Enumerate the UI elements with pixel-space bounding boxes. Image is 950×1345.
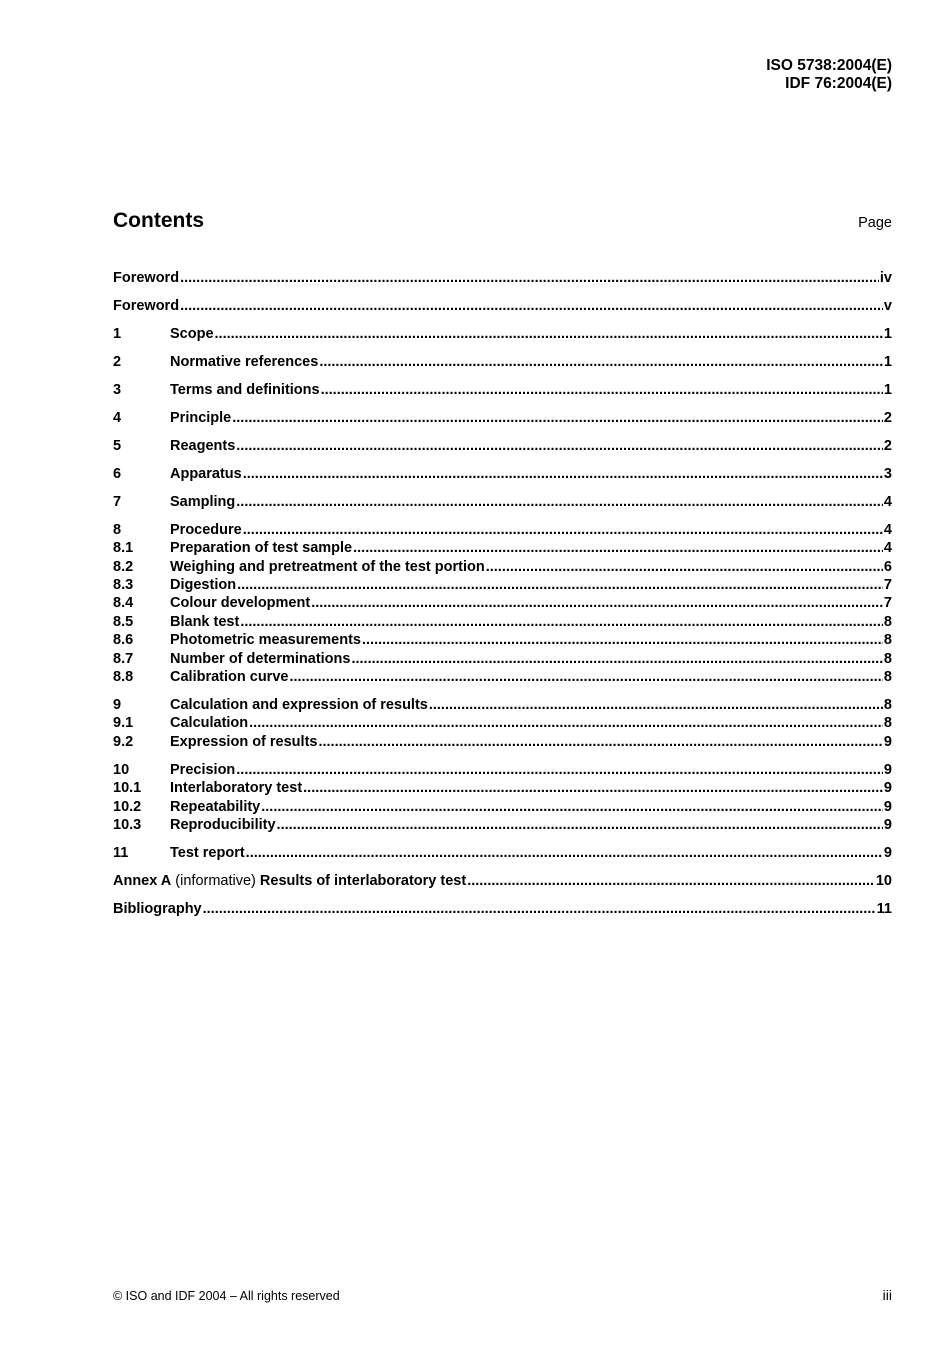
toc-entry[interactable] (113, 409, 892, 427)
dot-leader (261, 798, 883, 816)
toc-group (113, 465, 892, 483)
toc-entry[interactable] (113, 816, 892, 834)
toc-group (113, 409, 892, 427)
dot-leader (353, 539, 883, 557)
toc-entry-title-group (170, 437, 235, 455)
toc-entry-number: 7 (113, 493, 122, 510)
toc-entry-number: 4 (113, 409, 122, 426)
toc-entry-title-group (170, 696, 428, 714)
toc-entry-page: 8 (883, 632, 892, 649)
dot-leader (319, 353, 883, 371)
dot-leader (249, 714, 883, 732)
toc-entry-page: 10 (875, 872, 892, 889)
dot-leader (180, 269, 879, 287)
toc-entry-number: 8 (113, 521, 122, 538)
toc-entry[interactable] (113, 613, 892, 631)
toc-entry-page: 9 (883, 780, 892, 797)
page-number: iii (882, 1287, 892, 1303)
dot-leader (236, 437, 883, 455)
dot-leader (237, 576, 883, 594)
toc-entry-number: 10 (113, 761, 130, 778)
toc-entry[interactable] (113, 733, 892, 751)
toc-entry-page: 1 (883, 381, 892, 398)
toc-entry[interactable] (113, 696, 892, 714)
toc-entry-number: 8.6 (113, 632, 134, 649)
toc-entry-title: Precision (170, 761, 236, 778)
toc-entry[interactable] (113, 631, 892, 649)
toc-entry-page: 7 (883, 595, 892, 612)
dot-leader (232, 409, 883, 427)
toc-entry-title-group (170, 714, 248, 732)
toc-entry-title-group (170, 779, 302, 797)
toc-entry-title-group (170, 844, 245, 862)
toc-entry-page: 9 (883, 816, 892, 833)
toc-group (113, 325, 892, 343)
toc-entry[interactable] (113, 325, 892, 343)
toc-entry-title-group (113, 900, 202, 918)
toc-entry[interactable] (113, 437, 892, 455)
toc-entry-page: 8 (883, 668, 892, 685)
toc-entry-title: Blank test (170, 613, 240, 630)
toc-entry-number: 10.3 (113, 816, 142, 833)
toc-entry-number: 1 (113, 325, 122, 342)
toc-group (113, 900, 892, 918)
toc-entry-page: 2 (883, 437, 892, 454)
toc-entry-title: Interlaboratory test (170, 780, 303, 797)
toc-entry-title: Colour development (170, 595, 311, 612)
toc-entry-title: Photometric measurements (170, 632, 361, 649)
toc-entry-title-group (170, 465, 242, 483)
toc-entry-page: 9 (883, 798, 892, 815)
dot-leader (318, 733, 882, 751)
toc-group (113, 353, 892, 371)
toc-entry-title: Digestion (170, 577, 237, 594)
toc-entry[interactable] (113, 844, 892, 862)
toc-entry-title: Terms and definitions (170, 381, 320, 398)
toc-entry-number: 10.2 (113, 798, 142, 815)
dot-leader (236, 493, 883, 511)
dot-leader (203, 900, 876, 918)
toc-group (113, 521, 892, 687)
toc-group (113, 872, 892, 890)
toc-entry-title-group (113, 297, 179, 315)
toc-entry-page: 1 (883, 353, 892, 370)
toc-entry-title-group (113, 269, 179, 287)
toc-entry-title-group (170, 733, 317, 751)
toc-entry-page: 2 (883, 409, 892, 426)
toc-entry-title: Expression of results (170, 733, 318, 750)
toc-entry-title-group (170, 493, 235, 511)
dot-leader (467, 872, 875, 890)
toc-entry-number: 2 (113, 353, 122, 370)
toc-entry-page: 11 (876, 900, 892, 917)
dot-leader (243, 521, 883, 539)
table-of-contents (113, 269, 892, 928)
toc-entry-number: 9.2 (113, 733, 134, 750)
toc-entry-page: 8 (883, 650, 892, 667)
toc-entry-page: 8 (883, 696, 892, 713)
toc-entry[interactable] (113, 668, 892, 686)
toc-entry-title-group (170, 409, 231, 427)
toc-entry[interactable] (113, 714, 892, 732)
toc-entry-page: 9 (883, 733, 892, 750)
toc-entry-title: Repeatability (170, 798, 261, 815)
dot-leader (240, 613, 883, 631)
toc-entry[interactable] (113, 521, 892, 539)
toc-entry-page: 4 (883, 540, 892, 557)
toc-entry-title: Preparation of test sample (170, 540, 353, 557)
standard-number-idf: IDF 76:2004(E) (785, 75, 892, 92)
toc-entry[interactable] (113, 465, 892, 483)
toc-entry-number: 8.3 (113, 577, 134, 594)
dot-leader (362, 631, 883, 649)
toc-entry-page: 6 (883, 558, 892, 575)
toc-entry-title: Reproducibility (170, 816, 276, 833)
toc-entry-title: Number of determinations (170, 650, 351, 667)
toc-entry-title-group (170, 668, 288, 686)
toc-entry-title-group (170, 594, 310, 612)
toc-entry-title: Foreword (113, 269, 180, 286)
toc-entry-number: 9 (113, 696, 122, 713)
dot-leader (246, 844, 883, 862)
toc-entry-page: v (883, 297, 892, 314)
dot-leader (486, 558, 883, 576)
toc-entry-title: Procedure (170, 521, 242, 538)
toc-entry-title-group (170, 353, 318, 371)
toc-entry-title: Calculation and expression of results (170, 696, 428, 713)
toc-entry-number: 8.4 (113, 595, 134, 612)
toc-entry-title-group (170, 631, 361, 649)
toc-group (113, 844, 892, 862)
standard-number-iso: ISO 5738:2004(E) (766, 57, 892, 74)
toc-group (113, 381, 892, 399)
dot-leader (351, 650, 882, 668)
toc-group (113, 761, 892, 835)
toc-group (113, 493, 892, 511)
dot-leader (215, 325, 883, 343)
toc-entry[interactable] (113, 779, 892, 797)
dot-leader (236, 761, 883, 779)
toc-entry-annex-label: Annex A (113, 872, 172, 889)
toc-entry[interactable] (113, 798, 892, 816)
dot-leader (429, 696, 883, 714)
toc-entry-title: Weighing and pretreatment of the test portion (170, 558, 485, 575)
toc-entry-page: 4 (883, 493, 892, 510)
toc-entry-number: 5 (113, 437, 122, 454)
toc-entry-number: 8.5 (113, 613, 134, 630)
toc-entry-title-group (170, 613, 239, 631)
toc-entry-title: Reagents (170, 437, 236, 454)
toc-entry-title: Sampling (170, 493, 236, 510)
toc-entry[interactable] (113, 493, 892, 511)
toc-entry[interactable] (113, 539, 892, 557)
toc-entry-title-group (113, 872, 466, 890)
toc-entry-title-group (170, 576, 236, 594)
toc-entry-number: 9.1 (113, 715, 134, 732)
toc-entry-number: 6 (113, 465, 122, 482)
toc-entry-number: 10.1 (113, 780, 142, 797)
toc-entry-page: 3 (883, 465, 892, 482)
toc-entry-number: 8.1 (113, 540, 134, 557)
toc-entry[interactable] (113, 269, 892, 287)
toc-entry-title-group (170, 325, 214, 343)
toc-entry-title-group (170, 761, 235, 779)
toc-entry-title-group (170, 650, 350, 668)
toc-group (113, 297, 892, 315)
toc-entry[interactable] (113, 900, 892, 918)
toc-entry-annex-note: (informative) (171, 872, 260, 889)
toc-entry-page: 9 (883, 844, 892, 861)
dot-leader (180, 297, 883, 315)
toc-entry[interactable] (113, 381, 892, 399)
toc-entry-number: 3 (113, 381, 122, 398)
toc-entry-title: Bibliography (113, 900, 202, 917)
toc-entry-page: iv (879, 269, 892, 286)
toc-entry-title: Results of interlaboratory test (259, 872, 467, 889)
toc-entry[interactable] (113, 558, 892, 576)
toc-entry[interactable] (113, 576, 892, 594)
toc-entry-number: 11 (113, 844, 129, 861)
toc-entry-page: 4 (883, 521, 892, 538)
dot-leader (289, 668, 882, 686)
page-title: Contents (113, 209, 204, 232)
toc-entry-title: Apparatus (170, 465, 242, 482)
toc-entry-title: Normative references (170, 353, 319, 370)
toc-group (113, 437, 892, 455)
toc-entry-title-group (170, 558, 485, 576)
toc-entry-page: 8 (883, 715, 892, 732)
toc-group (113, 696, 892, 751)
toc-entry-title: Foreword (113, 297, 180, 314)
toc-entry-page: 9 (883, 761, 892, 778)
dot-leader (277, 816, 883, 834)
dot-leader (321, 381, 883, 399)
toc-entry[interactable] (113, 353, 892, 371)
toc-entry-page: 1 (883, 325, 892, 342)
document-header (766, 57, 892, 93)
toc-entry[interactable] (113, 297, 892, 315)
page-column-label: Page (858, 215, 892, 231)
toc-entry-number: 8.2 (113, 558, 134, 575)
toc-entry[interactable] (113, 761, 892, 779)
toc-entry-title: Test report (170, 844, 245, 861)
toc-entry-title-group (170, 381, 320, 399)
toc-entry[interactable] (113, 650, 892, 668)
toc-entry-title: Principle (170, 409, 232, 426)
dot-leader (311, 594, 883, 612)
toc-entry-title: Scope (170, 325, 214, 342)
toc-entry-page: 7 (883, 577, 892, 594)
toc-entry-number: 8.8 (113, 668, 134, 685)
dot-leader (303, 779, 883, 797)
dot-leader (243, 465, 883, 483)
toc-entry-title-group (170, 816, 276, 834)
toc-entry-page: 8 (883, 613, 892, 630)
copyright-notice: © ISO and IDF 2004 – All rights reserved (113, 1289, 340, 1303)
toc-group (113, 269, 892, 287)
toc-entry[interactable] (113, 594, 892, 612)
toc-entry-title-group (170, 521, 242, 539)
toc-entry-title-group (170, 539, 352, 557)
toc-entry-title: Calibration curve (170, 668, 289, 685)
toc-entry-title: Calculation (170, 715, 249, 732)
toc-entry-title-group (170, 798, 260, 816)
toc-entry-number: 8.7 (113, 650, 134, 667)
toc-entry[interactable] (113, 872, 892, 890)
